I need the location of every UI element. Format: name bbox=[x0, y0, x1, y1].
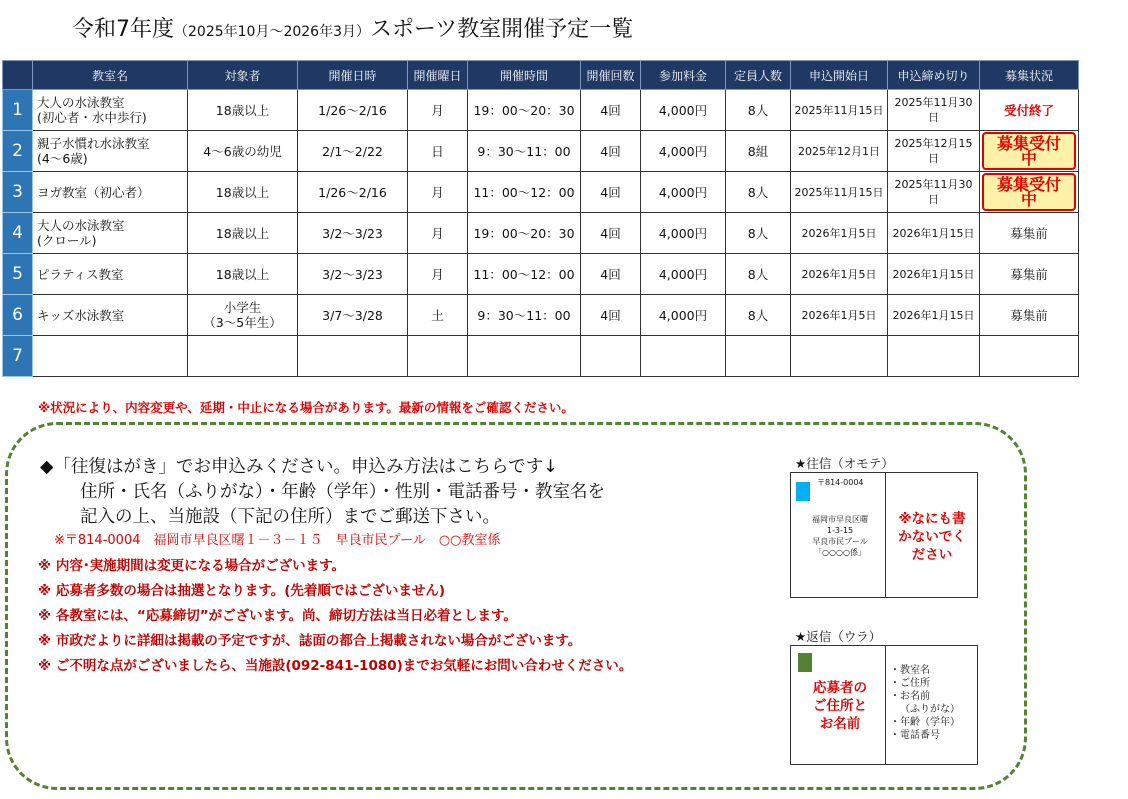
header-time: 開催時間 bbox=[468, 61, 581, 90]
capacity-cell: 8人 bbox=[726, 90, 791, 131]
note-4: ※ 市政だよりに詳細は掲載の予定ですが、誌面の都合上掲載されない場合がございます。 bbox=[38, 633, 582, 649]
table-header-row bbox=[3, 61, 1079, 90]
status-cell: 受付終了 bbox=[980, 90, 1079, 131]
status-cell bbox=[980, 336, 1079, 377]
row-number: 1 bbox=[3, 90, 33, 131]
application-line-3: 記入の上、当施設（下記の住所）までご郵送下さい。 bbox=[80, 507, 500, 527]
time-cell: 19：00～20：30 bbox=[468, 213, 581, 254]
target-cell: 4～6歳の幼児 bbox=[188, 131, 298, 172]
application-line-1: ◆「往復はがき」でお申込みください。申込み方法はこちらです↓ bbox=[40, 457, 558, 477]
target-cell: 18歳以上 bbox=[188, 254, 298, 295]
table-row bbox=[3, 90, 1079, 131]
class-name-cell: 大人の水泳教室 (初心者・水中歩行) bbox=[33, 90, 188, 131]
class-name-cell: 大人の水泳教室 (クロール) bbox=[33, 213, 188, 254]
apply-start-cell: 2025年11月15日 bbox=[791, 172, 888, 213]
header-target: 対象者 bbox=[188, 61, 298, 90]
dates-cell: 1/26～2/16 bbox=[298, 172, 408, 213]
fee-cell: 4,000円 bbox=[641, 213, 726, 254]
time-cell: 19：00～20：30 bbox=[468, 90, 581, 131]
header-dates: 開催日時 bbox=[298, 61, 408, 90]
dates-cell: 1/26～2/16 bbox=[298, 90, 408, 131]
dates-cell: 2/1～2/22 bbox=[298, 131, 408, 172]
apply-end-cell: 2025年11月30日 bbox=[888, 172, 980, 213]
class-name-cell: ヨガ教室（初心者） bbox=[33, 172, 188, 213]
header-number bbox=[3, 61, 33, 90]
front-postal-code: 〒814-0004 bbox=[817, 478, 864, 487]
time-cell bbox=[468, 336, 581, 377]
table-row bbox=[3, 254, 1079, 295]
row-number: 6 bbox=[3, 295, 33, 336]
weekday-cell: 土 bbox=[408, 295, 468, 336]
apply-start-cell: 2025年11月15日 bbox=[791, 90, 888, 131]
time-cell: 11：00～12：00 bbox=[468, 254, 581, 295]
note-3: ※ 各教室には、“応募締切”がございます。尚、締切方法は当日必着とします。 bbox=[38, 608, 517, 624]
apply-end-cell: 2025年11月30日 bbox=[888, 90, 980, 131]
target-cell: 18歳以上 bbox=[188, 213, 298, 254]
fee-cell: 4,000円 bbox=[641, 90, 726, 131]
class-name-cell: 親子水慣れ水泳教室 (4～6歳) bbox=[33, 131, 188, 172]
apply-end-cell bbox=[888, 336, 980, 377]
time-cell: 9：30～11：00 bbox=[468, 295, 581, 336]
header-weekday: 開催曜日 bbox=[408, 61, 468, 90]
capacity-cell: 8人 bbox=[726, 254, 791, 295]
time-cell: 11：00～12：00 bbox=[468, 172, 581, 213]
class-name-cell: ピラティス教室 bbox=[33, 254, 188, 295]
page-title bbox=[72, 12, 633, 43]
back-items-list: ・教室名 ・ご住所 ・お名前 （ふりがな） ・年齢（学年） ・電話番号 bbox=[890, 665, 960, 741]
back-red-note: 応募者の ご住所と お名前 bbox=[813, 680, 867, 732]
apply-start-cell: 2025年12月1日 bbox=[791, 131, 888, 172]
capacity-cell: 8人 bbox=[726, 172, 791, 213]
fee-cell bbox=[641, 336, 726, 377]
target-cell: 18歳以上 bbox=[188, 172, 298, 213]
weekday-cell: 月 bbox=[408, 254, 468, 295]
status-cell bbox=[980, 172, 1079, 213]
schedule-table bbox=[2, 60, 1079, 377]
mailing-address: ※〒814-0004 福岡市早良区曙１－３－１５ 早良市民プール ○○教室係 bbox=[54, 533, 501, 548]
table-row bbox=[3, 213, 1079, 254]
apply-start-cell: 2026年1月5日 bbox=[791, 295, 888, 336]
fee-cell: 4,000円 bbox=[641, 131, 726, 172]
count-cell: 4回 bbox=[581, 254, 641, 295]
capacity-cell: 8人 bbox=[726, 295, 791, 336]
class-name-cell bbox=[33, 336, 188, 377]
title-main-after: スポーツ教室開催予定一覧 bbox=[369, 17, 634, 42]
count-cell: 4回 bbox=[581, 131, 641, 172]
postcard-front bbox=[790, 472, 978, 598]
weekday-cell: 日 bbox=[408, 131, 468, 172]
fee-cell: 4,000円 bbox=[641, 295, 726, 336]
count-cell: 4回 bbox=[581, 90, 641, 131]
status-cell: 募集前 bbox=[980, 213, 1079, 254]
postcard-back-label: ★返信（ウラ） bbox=[795, 629, 882, 644]
header-capacity: 定員人数 bbox=[726, 61, 791, 90]
title-period: （2025年10月～2026年3月） bbox=[174, 24, 370, 40]
fee-cell: 4,000円 bbox=[641, 172, 726, 213]
header-apply-start: 申込開始日 bbox=[791, 61, 888, 90]
postcard-back bbox=[790, 645, 978, 765]
dates-cell bbox=[298, 336, 408, 377]
warning-text: ※状況により、内容変更や、延期・中止になる場合があります。最新の情報をご確認ください。 bbox=[38, 400, 574, 415]
row-number: 3 bbox=[3, 172, 33, 213]
front-divider bbox=[885, 473, 886, 597]
time-cell: 9：30～11：00 bbox=[468, 131, 581, 172]
count-cell bbox=[581, 336, 641, 377]
table-row bbox=[3, 131, 1079, 172]
count-cell: 4回 bbox=[581, 295, 641, 336]
apply-end-cell: 2026年1月15日 bbox=[888, 295, 980, 336]
front-red-note: ※なにも書 かないでく ださい bbox=[898, 511, 966, 563]
dates-cell: 3/2～3/23 bbox=[298, 254, 408, 295]
title-main-before: 令和7年度 bbox=[72, 17, 174, 42]
table-row bbox=[3, 336, 1079, 377]
dates-cell: 3/2～3/23 bbox=[298, 213, 408, 254]
apply-end-cell: 2026年1月15日 bbox=[888, 254, 980, 295]
dates-cell: 3/7～3/28 bbox=[298, 295, 408, 336]
front-address: 福岡市早良区曙 1-3-15 早良市民プール 「○○○○係」 bbox=[812, 515, 868, 557]
apply-start-cell: 2026年1月5日 bbox=[791, 213, 888, 254]
table-row bbox=[3, 295, 1079, 336]
row-number: 2 bbox=[3, 131, 33, 172]
capacity-cell: 8人 bbox=[726, 213, 791, 254]
weekday-cell: 月 bbox=[408, 172, 468, 213]
weekday-cell bbox=[408, 336, 468, 377]
status-badge: 募集受付中 bbox=[982, 173, 1076, 211]
row-number: 5 bbox=[3, 254, 33, 295]
status-cell: 募集前 bbox=[980, 254, 1079, 295]
weekday-cell: 月 bbox=[408, 213, 468, 254]
capacity-cell bbox=[726, 336, 791, 377]
status-badge: 募集受付中 bbox=[982, 132, 1076, 170]
apply-end-cell: 2025年12月15日 bbox=[888, 131, 980, 172]
status-cell bbox=[980, 131, 1079, 172]
header-status: 募集状況 bbox=[980, 61, 1079, 90]
back-divider bbox=[885, 646, 886, 764]
note-5: ※ ご不明な点がございましたら、当施設(092-841-1080)までお気軽にお問い合わせください。 bbox=[38, 658, 633, 674]
class-name-cell: キッズ水泳教室 bbox=[33, 295, 188, 336]
apply-start-cell: 2026年1月5日 bbox=[791, 254, 888, 295]
header-apply-end: 申込締め切り bbox=[888, 61, 980, 90]
stamp-icon bbox=[796, 482, 810, 501]
target-cell: 小学生 （3～5年生） bbox=[188, 295, 298, 336]
fee-cell: 4,000円 bbox=[641, 254, 726, 295]
note-1: ※ 内容･実施期間は変更になる場合がございます。 bbox=[38, 558, 345, 574]
count-cell: 4回 bbox=[581, 213, 641, 254]
weekday-cell: 月 bbox=[408, 90, 468, 131]
note-2: ※ 応募者多数の場合は抽選となります。(先着順ではございません) bbox=[38, 583, 446, 599]
header-class-name: 教室名 bbox=[33, 61, 188, 90]
row-number: 4 bbox=[3, 213, 33, 254]
stamp-icon bbox=[798, 653, 812, 672]
target-cell bbox=[188, 336, 298, 377]
apply-end-cell: 2026年1月15日 bbox=[888, 213, 980, 254]
count-cell: 4回 bbox=[581, 172, 641, 213]
apply-start-cell bbox=[791, 336, 888, 377]
status-cell: 募集前 bbox=[980, 295, 1079, 336]
header-count: 開催回数 bbox=[581, 61, 641, 90]
row-number: 7 bbox=[3, 336, 33, 377]
header-fee: 参加料金 bbox=[641, 61, 726, 90]
capacity-cell: 8組 bbox=[726, 131, 791, 172]
table-row bbox=[3, 172, 1079, 213]
target-cell: 18歳以上 bbox=[188, 90, 298, 131]
postcard-front-label: ★往信（オモテ） bbox=[795, 456, 894, 471]
application-line-2: 住所・氏名（ふりがな）・年齢（学年）・性別・電話番号・教室名を bbox=[80, 482, 605, 502]
